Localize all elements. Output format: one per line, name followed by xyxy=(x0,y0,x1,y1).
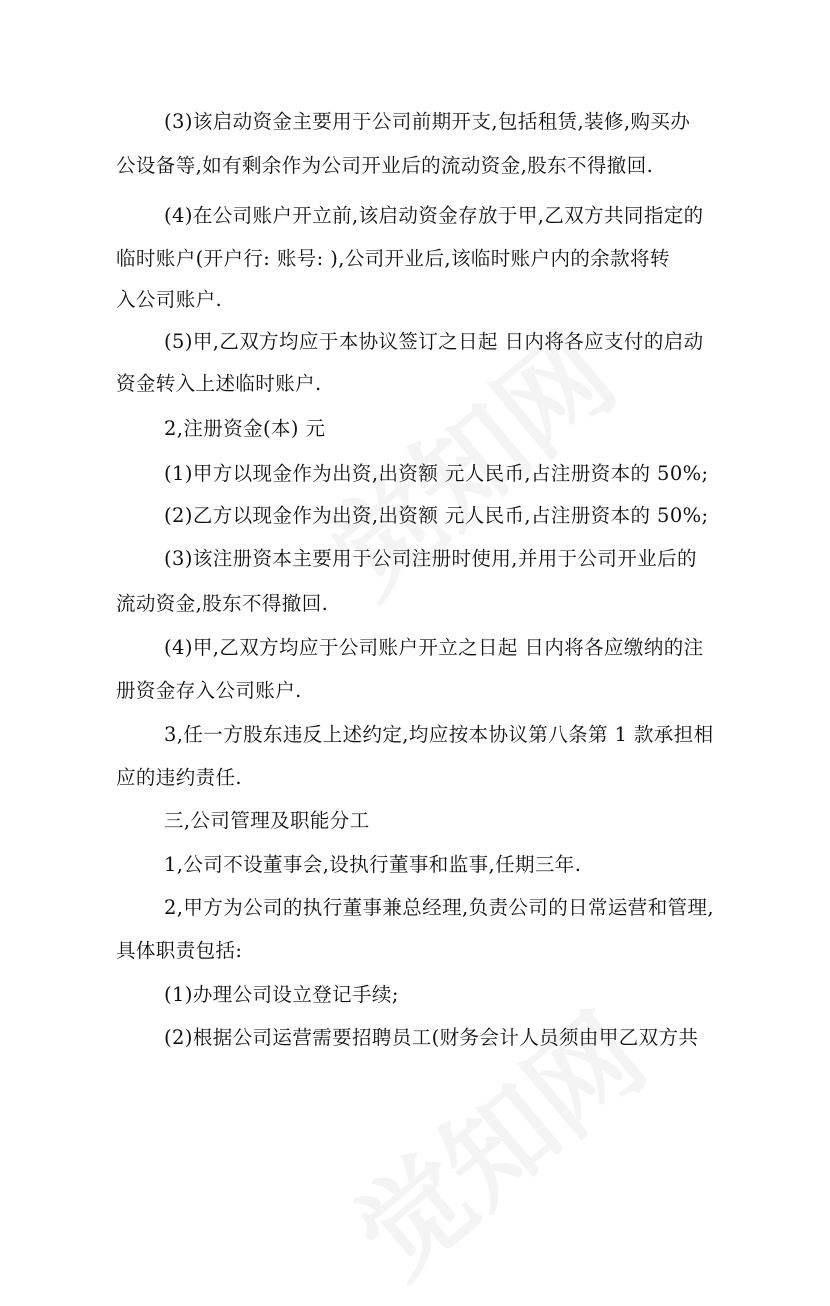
paragraph-line: (4)在公司账户开立前,该启动资金存放于甲,乙双方共同指定的 xyxy=(164,204,704,227)
paragraph-line: 册资金存入公司账户. xyxy=(116,679,302,702)
paragraph-line: (3)该启动资金主要用于公司前期开支,包括租赁,装修,购买办 xyxy=(164,110,691,133)
paragraph-line: 公设备等,如有剩余作为公司开业后的流动资金,股东不得撤回. xyxy=(116,154,654,177)
paragraph-line: (2)根据公司运营需要招聘员工(财务会计人员须由甲乙双方共 xyxy=(164,1026,699,1049)
paragraph-line: (1)甲方以现金作为出资,出资额 元人民币,占注册资本的 50%; xyxy=(164,462,709,485)
paragraph-line: 资金转入上述临时账户. xyxy=(116,372,322,395)
paragraph-line: 3,任一方股东违反上述约定,均应按本协议第八条第 1 款承担相 xyxy=(164,723,714,746)
paragraph-line: (1)办理公司设立登记手续; xyxy=(164,983,399,1006)
paragraph-line: 流动资金,股东不得撤回. xyxy=(116,592,329,615)
section-heading: 三,公司管理及职能分工 xyxy=(164,809,370,832)
paragraph-line: (4)甲,乙双方均应于公司账户开立之日起 日内将各应缴纳的注 xyxy=(164,636,704,659)
paragraph-line: 入公司账户. xyxy=(116,288,223,311)
watermark-logo-bottom xyxy=(318,972,672,1305)
paragraph-line: (3)该注册资本主要用于公司注册时使用,并用于公司开业后的 xyxy=(164,547,697,570)
paragraph-line: (2)乙方以现金作为出资,出资额 元人民币,占注册资本的 50%; xyxy=(164,504,709,527)
paragraph-line: 应的违约责任. xyxy=(116,766,242,789)
paragraph-line: 1,公司不设董事会,设执行董事和监事,任期三年. xyxy=(164,853,582,876)
paragraph-line: (5)甲,乙双方均应于本协议签订之日起 日内将各应支付的启动 xyxy=(164,330,704,353)
paragraph-line: 2,甲方为公司的执行董事兼总经理,负责公司的日常运营和管理, xyxy=(164,896,715,919)
paragraph-line: 具体职责包括: xyxy=(116,939,243,962)
section-heading: 2,注册资金(本) 元 xyxy=(164,417,326,440)
paragraph-line: 临时账户(开户行: 账号: ),公司开业后,该临时账户内的余款将转 xyxy=(116,247,670,270)
